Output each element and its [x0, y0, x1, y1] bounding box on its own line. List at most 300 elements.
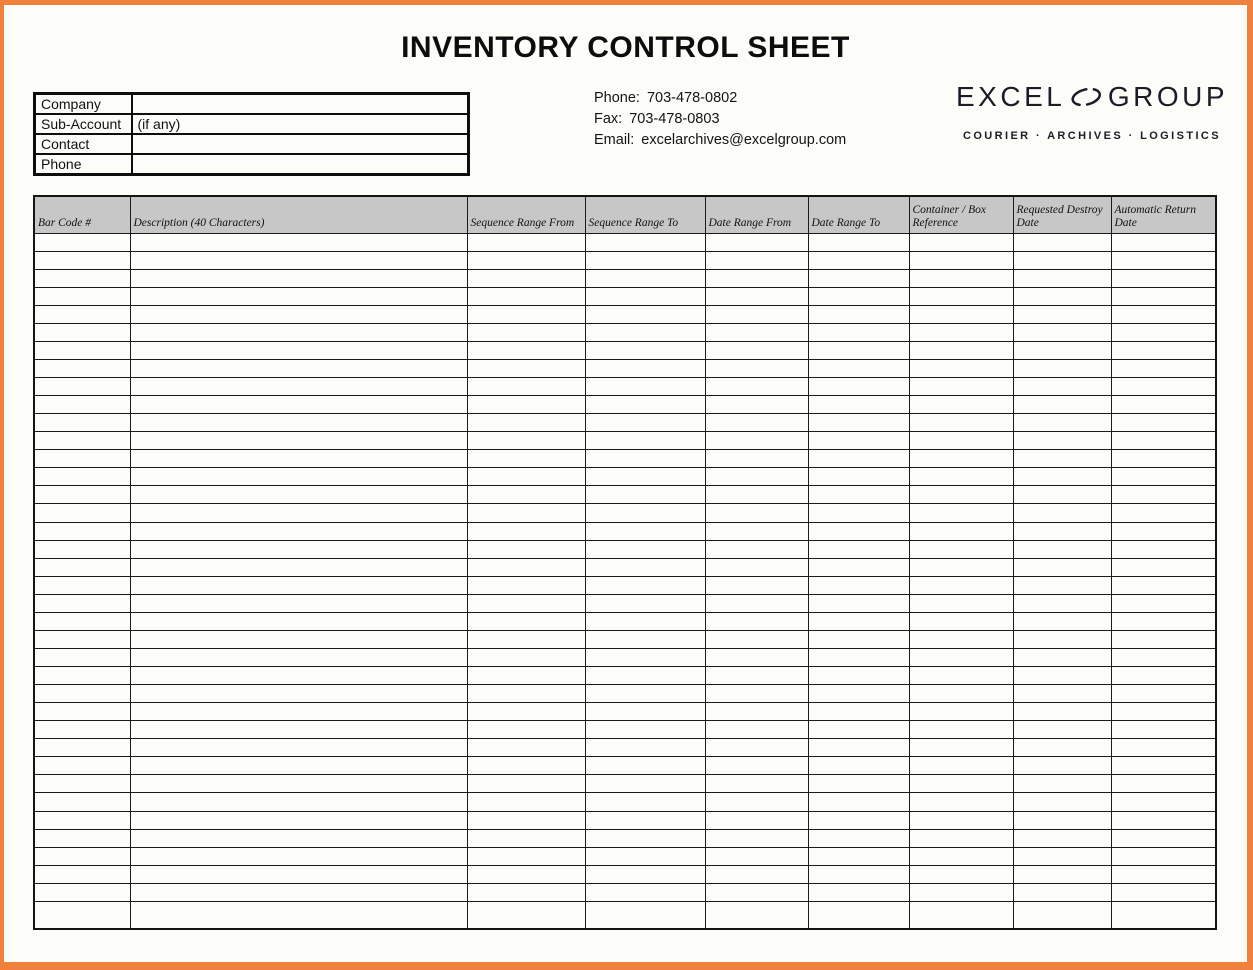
empty-cell[interactable]: [34, 739, 130, 757]
empty-cell[interactable]: [467, 630, 585, 648]
empty-cell[interactable]: [909, 486, 1013, 504]
empty-cell[interactable]: [1013, 576, 1111, 594]
empty-cell[interactable]: [585, 305, 705, 323]
empty-cell[interactable]: [130, 648, 467, 666]
empty-cell[interactable]: [1013, 414, 1111, 432]
empty-cell[interactable]: [1111, 341, 1216, 359]
empty-cell[interactable]: [705, 721, 808, 739]
empty-cell[interactable]: [1013, 540, 1111, 558]
empty-cell[interactable]: [1013, 757, 1111, 775]
empty-cell[interactable]: [467, 323, 585, 341]
empty-cell[interactable]: [467, 811, 585, 829]
empty-cell[interactable]: [909, 630, 1013, 648]
empty-cell[interactable]: [1013, 594, 1111, 612]
empty-cell[interactable]: [130, 287, 467, 305]
empty-cell[interactable]: [705, 775, 808, 793]
empty-cell[interactable]: [808, 450, 909, 468]
empty-cell[interactable]: [705, 287, 808, 305]
empty-cell[interactable]: [909, 901, 1013, 929]
empty-cell[interactable]: [1013, 233, 1111, 251]
empty-cell[interactable]: [909, 576, 1013, 594]
empty-cell[interactable]: [467, 847, 585, 865]
empty-cell[interactable]: [585, 323, 705, 341]
empty-cell[interactable]: [705, 793, 808, 811]
empty-cell[interactable]: [34, 793, 130, 811]
empty-cell[interactable]: [909, 847, 1013, 865]
empty-cell[interactable]: [1111, 287, 1216, 305]
empty-cell[interactable]: [909, 594, 1013, 612]
empty-cell[interactable]: [585, 450, 705, 468]
empty-cell[interactable]: [130, 323, 467, 341]
empty-cell[interactable]: [130, 685, 467, 703]
empty-cell[interactable]: [34, 667, 130, 685]
empty-cell[interactable]: [808, 305, 909, 323]
empty-cell[interactable]: [909, 233, 1013, 251]
empty-cell[interactable]: [585, 594, 705, 612]
empty-cell[interactable]: [585, 522, 705, 540]
empty-cell[interactable]: [130, 757, 467, 775]
empty-cell[interactable]: [34, 450, 130, 468]
empty-cell[interactable]: [909, 883, 1013, 901]
empty-cell[interactable]: [34, 233, 130, 251]
empty-cell[interactable]: [808, 486, 909, 504]
empty-cell[interactable]: [1111, 612, 1216, 630]
empty-cell[interactable]: [808, 721, 909, 739]
empty-cell[interactable]: [467, 558, 585, 576]
empty-cell[interactable]: [705, 667, 808, 685]
empty-cell[interactable]: [130, 378, 467, 396]
empty-cell[interactable]: [467, 251, 585, 269]
empty-cell[interactable]: [130, 468, 467, 486]
empty-cell[interactable]: [1111, 522, 1216, 540]
empty-cell[interactable]: [705, 612, 808, 630]
empty-cell[interactable]: [909, 558, 1013, 576]
contact-field[interactable]: [132, 134, 469, 154]
empty-cell[interactable]: [909, 612, 1013, 630]
empty-cell[interactable]: [808, 504, 909, 522]
empty-cell[interactable]: [130, 486, 467, 504]
empty-cell[interactable]: [130, 305, 467, 323]
empty-cell[interactable]: [1013, 811, 1111, 829]
empty-cell[interactable]: [1111, 739, 1216, 757]
empty-cell[interactable]: [808, 558, 909, 576]
empty-cell[interactable]: [467, 667, 585, 685]
empty-cell[interactable]: [467, 540, 585, 558]
empty-cell[interactable]: [705, 323, 808, 341]
empty-cell[interactable]: [705, 648, 808, 666]
empty-cell[interactable]: [585, 414, 705, 432]
empty-cell[interactable]: [909, 829, 1013, 847]
empty-cell[interactable]: [1013, 558, 1111, 576]
empty-cell[interactable]: [909, 757, 1013, 775]
empty-cell[interactable]: [34, 269, 130, 287]
empty-cell[interactable]: [34, 883, 130, 901]
empty-cell[interactable]: [585, 685, 705, 703]
empty-cell[interactable]: [1111, 775, 1216, 793]
empty-cell[interactable]: [34, 811, 130, 829]
empty-cell[interactable]: [585, 486, 705, 504]
empty-cell[interactable]: [585, 576, 705, 594]
empty-cell[interactable]: [34, 612, 130, 630]
empty-cell[interactable]: [467, 414, 585, 432]
empty-cell[interactable]: [1013, 883, 1111, 901]
empty-cell[interactable]: [130, 883, 467, 901]
empty-cell[interactable]: [705, 739, 808, 757]
empty-cell[interactable]: [585, 468, 705, 486]
empty-cell[interactable]: [909, 721, 1013, 739]
empty-cell[interactable]: [1111, 793, 1216, 811]
empty-cell[interactable]: [808, 612, 909, 630]
empty-cell[interactable]: [585, 793, 705, 811]
empty-cell[interactable]: [705, 865, 808, 883]
empty-cell[interactable]: [467, 703, 585, 721]
empty-cell[interactable]: [34, 685, 130, 703]
empty-cell[interactable]: [1013, 775, 1111, 793]
empty-cell[interactable]: [1111, 486, 1216, 504]
empty-cell[interactable]: [1013, 378, 1111, 396]
empty-cell[interactable]: [705, 576, 808, 594]
empty-cell[interactable]: [1013, 685, 1111, 703]
empty-cell[interactable]: [1013, 522, 1111, 540]
empty-cell[interactable]: [808, 414, 909, 432]
empty-cell[interactable]: [34, 829, 130, 847]
empty-cell[interactable]: [909, 450, 1013, 468]
empty-cell[interactable]: [130, 594, 467, 612]
empty-cell[interactable]: [808, 667, 909, 685]
empty-cell[interactable]: [808, 323, 909, 341]
empty-cell[interactable]: [1111, 865, 1216, 883]
empty-cell[interactable]: [467, 432, 585, 450]
empty-cell[interactable]: [1013, 450, 1111, 468]
empty-cell[interactable]: [467, 594, 585, 612]
phone-field[interactable]: [132, 154, 469, 175]
empty-cell[interactable]: [909, 811, 1013, 829]
empty-cell[interactable]: [130, 865, 467, 883]
empty-cell[interactable]: [585, 648, 705, 666]
empty-cell[interactable]: [467, 269, 585, 287]
empty-cell[interactable]: [705, 378, 808, 396]
empty-cell[interactable]: [130, 576, 467, 594]
empty-cell[interactable]: [34, 558, 130, 576]
empty-cell[interactable]: [467, 468, 585, 486]
empty-cell[interactable]: [1013, 847, 1111, 865]
empty-cell[interactable]: [585, 396, 705, 414]
empty-cell[interactable]: [1013, 739, 1111, 757]
empty-cell[interactable]: [1111, 883, 1216, 901]
empty-cell[interactable]: [909, 414, 1013, 432]
empty-cell[interactable]: [585, 757, 705, 775]
empty-cell[interactable]: [1013, 612, 1111, 630]
empty-cell[interactable]: [467, 685, 585, 703]
empty-cell[interactable]: [1013, 648, 1111, 666]
empty-cell[interactable]: [130, 847, 467, 865]
empty-cell[interactable]: [1111, 378, 1216, 396]
empty-cell[interactable]: [1013, 630, 1111, 648]
empty-cell[interactable]: [130, 341, 467, 359]
empty-cell[interactable]: [909, 468, 1013, 486]
empty-cell[interactable]: [585, 811, 705, 829]
empty-cell[interactable]: [705, 450, 808, 468]
empty-cell[interactable]: [130, 359, 467, 377]
empty-cell[interactable]: [130, 558, 467, 576]
empty-cell[interactable]: [1111, 359, 1216, 377]
empty-cell[interactable]: [1111, 251, 1216, 269]
empty-cell[interactable]: [585, 847, 705, 865]
empty-cell[interactable]: [130, 396, 467, 414]
empty-cell[interactable]: [585, 883, 705, 901]
empty-cell[interactable]: [705, 341, 808, 359]
empty-cell[interactable]: [34, 576, 130, 594]
empty-cell[interactable]: [1013, 486, 1111, 504]
empty-cell[interactable]: [1013, 359, 1111, 377]
empty-cell[interactable]: [1013, 667, 1111, 685]
empty-cell[interactable]: [130, 269, 467, 287]
empty-cell[interactable]: [585, 540, 705, 558]
empty-cell[interactable]: [705, 811, 808, 829]
empty-cell[interactable]: [1013, 269, 1111, 287]
empty-cell[interactable]: [909, 396, 1013, 414]
empty-cell[interactable]: [808, 883, 909, 901]
empty-cell[interactable]: [34, 594, 130, 612]
empty-cell[interactable]: [130, 540, 467, 558]
empty-cell[interactable]: [34, 305, 130, 323]
empty-cell[interactable]: [585, 359, 705, 377]
empty-cell[interactable]: [467, 504, 585, 522]
empty-cell[interactable]: [808, 359, 909, 377]
empty-cell[interactable]: [909, 287, 1013, 305]
empty-cell[interactable]: [909, 269, 1013, 287]
empty-cell[interactable]: [467, 757, 585, 775]
empty-cell[interactable]: [585, 865, 705, 883]
empty-cell[interactable]: [909, 504, 1013, 522]
empty-cell[interactable]: [34, 901, 130, 929]
empty-cell[interactable]: [1111, 594, 1216, 612]
empty-cell[interactable]: [467, 359, 585, 377]
empty-cell[interactable]: [808, 251, 909, 269]
empty-cell[interactable]: [467, 341, 585, 359]
empty-cell[interactable]: [705, 504, 808, 522]
empty-cell[interactable]: [705, 703, 808, 721]
empty-cell[interactable]: [808, 703, 909, 721]
empty-cell[interactable]: [585, 901, 705, 929]
empty-cell[interactable]: [34, 522, 130, 540]
empty-cell[interactable]: [909, 359, 1013, 377]
empty-cell[interactable]: [1111, 504, 1216, 522]
empty-cell[interactable]: [1013, 865, 1111, 883]
empty-cell[interactable]: [1111, 540, 1216, 558]
empty-cell[interactable]: [808, 901, 909, 929]
empty-cell[interactable]: [1111, 685, 1216, 703]
empty-cell[interactable]: [585, 703, 705, 721]
empty-cell[interactable]: [705, 269, 808, 287]
empty-cell[interactable]: [130, 630, 467, 648]
empty-cell[interactable]: [909, 793, 1013, 811]
empty-cell[interactable]: [909, 667, 1013, 685]
empty-cell[interactable]: [705, 432, 808, 450]
empty-cell[interactable]: [909, 865, 1013, 883]
empty-cell[interactable]: [705, 901, 808, 929]
empty-cell[interactable]: [1013, 323, 1111, 341]
empty-cell[interactable]: [1013, 305, 1111, 323]
empty-cell[interactable]: [467, 865, 585, 883]
empty-cell[interactable]: [808, 648, 909, 666]
empty-cell[interactable]: [467, 901, 585, 929]
empty-cell[interactable]: [1111, 396, 1216, 414]
empty-cell[interactable]: [1013, 721, 1111, 739]
empty-cell[interactable]: [909, 378, 1013, 396]
empty-cell[interactable]: [909, 703, 1013, 721]
empty-cell[interactable]: [34, 540, 130, 558]
empty-cell[interactable]: [1111, 648, 1216, 666]
empty-cell[interactable]: [1111, 558, 1216, 576]
empty-cell[interactable]: [808, 865, 909, 883]
empty-cell[interactable]: [909, 775, 1013, 793]
empty-cell[interactable]: [34, 630, 130, 648]
empty-cell[interactable]: [585, 775, 705, 793]
empty-cell[interactable]: [34, 341, 130, 359]
empty-cell[interactable]: [585, 269, 705, 287]
empty-cell[interactable]: [34, 504, 130, 522]
empty-cell[interactable]: [1013, 901, 1111, 929]
empty-cell[interactable]: [130, 811, 467, 829]
empty-cell[interactable]: [808, 522, 909, 540]
empty-cell[interactable]: [467, 522, 585, 540]
empty-cell[interactable]: [1111, 414, 1216, 432]
empty-cell[interactable]: [1111, 829, 1216, 847]
empty-cell[interactable]: [705, 359, 808, 377]
empty-cell[interactable]: [1111, 450, 1216, 468]
empty-cell[interactable]: [130, 251, 467, 269]
empty-cell[interactable]: [705, 305, 808, 323]
empty-cell[interactable]: [34, 359, 130, 377]
sub-account-field[interactable]: (if any): [132, 114, 469, 134]
empty-cell[interactable]: [705, 685, 808, 703]
empty-cell[interactable]: [1111, 811, 1216, 829]
empty-cell[interactable]: [1111, 847, 1216, 865]
empty-cell[interactable]: [1013, 287, 1111, 305]
empty-cell[interactable]: [808, 775, 909, 793]
empty-cell[interactable]: [34, 486, 130, 504]
empty-cell[interactable]: [1013, 793, 1111, 811]
empty-cell[interactable]: [1013, 396, 1111, 414]
empty-cell[interactable]: [130, 233, 467, 251]
empty-cell[interactable]: [34, 721, 130, 739]
empty-cell[interactable]: [909, 251, 1013, 269]
empty-cell[interactable]: [808, 269, 909, 287]
empty-cell[interactable]: [585, 251, 705, 269]
empty-cell[interactable]: [467, 486, 585, 504]
empty-cell[interactable]: [585, 504, 705, 522]
empty-cell[interactable]: [1111, 432, 1216, 450]
empty-cell[interactable]: [705, 468, 808, 486]
empty-cell[interactable]: [1111, 269, 1216, 287]
empty-cell[interactable]: [1111, 721, 1216, 739]
empty-cell[interactable]: [808, 594, 909, 612]
empty-cell[interactable]: [34, 378, 130, 396]
empty-cell[interactable]: [130, 522, 467, 540]
empty-cell[interactable]: [467, 793, 585, 811]
empty-cell[interactable]: [808, 468, 909, 486]
empty-cell[interactable]: [705, 540, 808, 558]
empty-cell[interactable]: [130, 432, 467, 450]
empty-cell[interactable]: [909, 432, 1013, 450]
empty-cell[interactable]: [130, 667, 467, 685]
empty-cell[interactable]: [808, 540, 909, 558]
empty-cell[interactable]: [130, 901, 467, 929]
empty-cell[interactable]: [585, 341, 705, 359]
empty-cell[interactable]: [130, 829, 467, 847]
empty-cell[interactable]: [34, 847, 130, 865]
empty-cell[interactable]: [34, 287, 130, 305]
empty-cell[interactable]: [705, 558, 808, 576]
empty-cell[interactable]: [467, 648, 585, 666]
empty-cell[interactable]: [130, 703, 467, 721]
empty-cell[interactable]: [1013, 829, 1111, 847]
empty-cell[interactable]: [34, 251, 130, 269]
empty-cell[interactable]: [585, 432, 705, 450]
empty-cell[interactable]: [909, 739, 1013, 757]
empty-cell[interactable]: [1013, 432, 1111, 450]
empty-cell[interactable]: [130, 775, 467, 793]
empty-cell[interactable]: [705, 522, 808, 540]
empty-cell[interactable]: [467, 378, 585, 396]
empty-cell[interactable]: [1111, 667, 1216, 685]
empty-cell[interactable]: [130, 721, 467, 739]
empty-cell[interactable]: [808, 739, 909, 757]
empty-cell[interactable]: [808, 811, 909, 829]
empty-cell[interactable]: [909, 305, 1013, 323]
empty-cell[interactable]: [705, 883, 808, 901]
empty-cell[interactable]: [705, 414, 808, 432]
empty-cell[interactable]: [467, 576, 585, 594]
empty-cell[interactable]: [34, 865, 130, 883]
empty-cell[interactable]: [705, 847, 808, 865]
empty-cell[interactable]: [585, 667, 705, 685]
empty-cell[interactable]: [1013, 251, 1111, 269]
empty-cell[interactable]: [909, 540, 1013, 558]
empty-cell[interactable]: [34, 396, 130, 414]
empty-cell[interactable]: [1111, 630, 1216, 648]
empty-cell[interactable]: [34, 757, 130, 775]
empty-cell[interactable]: [1111, 233, 1216, 251]
empty-cell[interactable]: [705, 396, 808, 414]
empty-cell[interactable]: [808, 341, 909, 359]
empty-cell[interactable]: [1111, 305, 1216, 323]
empty-cell[interactable]: [34, 414, 130, 432]
empty-cell[interactable]: [705, 486, 808, 504]
company-field[interactable]: [132, 94, 469, 115]
empty-cell[interactable]: [585, 612, 705, 630]
empty-cell[interactable]: [808, 576, 909, 594]
empty-cell[interactable]: [705, 757, 808, 775]
empty-cell[interactable]: [808, 396, 909, 414]
empty-cell[interactable]: [34, 648, 130, 666]
empty-cell[interactable]: [808, 847, 909, 865]
empty-cell[interactable]: [705, 630, 808, 648]
empty-cell[interactable]: [1013, 703, 1111, 721]
empty-cell[interactable]: [705, 233, 808, 251]
empty-cell[interactable]: [808, 432, 909, 450]
empty-cell[interactable]: [130, 450, 467, 468]
empty-cell[interactable]: [467, 233, 585, 251]
empty-cell[interactable]: [585, 287, 705, 305]
empty-cell[interactable]: [1111, 576, 1216, 594]
empty-cell[interactable]: [467, 721, 585, 739]
empty-cell[interactable]: [467, 739, 585, 757]
empty-cell[interactable]: [467, 612, 585, 630]
empty-cell[interactable]: [808, 685, 909, 703]
empty-cell[interactable]: [130, 739, 467, 757]
